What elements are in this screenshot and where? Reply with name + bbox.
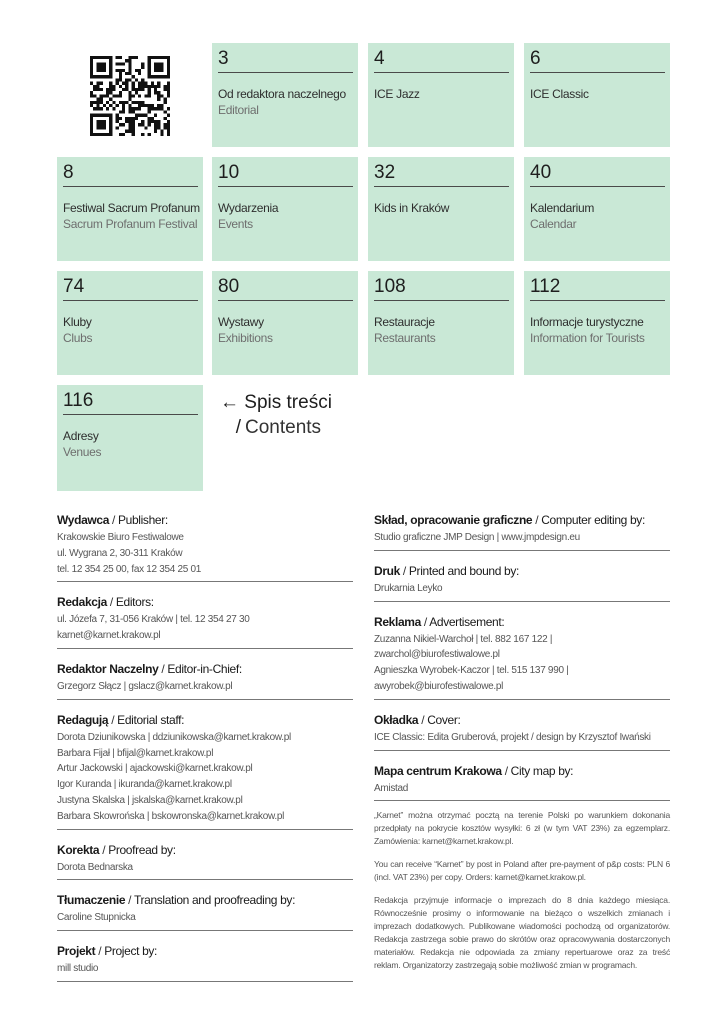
credit-role-pl: Skład, opracowanie graficzne: [374, 513, 533, 527]
credit-role-en: Translation and proofreading by:: [133, 893, 296, 908]
credit-block: [57, 657, 353, 700]
section-title-en: Exhibitions: [218, 331, 273, 345]
toc-tile[interactable]: [524, 43, 670, 147]
credit-role-en: Editorial staff:: [117, 712, 185, 727]
credit-line: ul. Wygrana 2, 30-311 Kraków: [57, 547, 183, 559]
page-number: 74: [63, 275, 198, 301]
credit-heading: Druk / Printed and bound by:: [374, 563, 519, 578]
section-title-en: Sacrum Profanum Festival: [63, 217, 198, 231]
section-title-en: Restaurants: [374, 331, 436, 345]
credit-line: Studio graficzne JMP Design | www.jmpdesign.eu: [374, 532, 580, 543]
credit-line: Grzegorz Słącz | gslacz@karnet.krakow.pl: [57, 680, 233, 692]
credit-line: Igor Kuranda | ikuranda@karnet.krakow.pl: [57, 779, 232, 791]
page-number: 6: [530, 47, 665, 73]
contents-slash: /: [235, 417, 241, 438]
credit-heading: Korekta / Proofread by:: [57, 842, 176, 857]
credit-line: Drukarnia Leyko: [374, 582, 443, 594]
section-title-pl: Festiwal Sacrum Profanum: [63, 201, 200, 215]
credit-heading: Wydawca / Publisher:: [57, 513, 168, 527]
section-title-en: Information for Tourists: [530, 331, 645, 345]
section-title-pl: Od redaktora naczelnego: [218, 87, 346, 101]
section-title-pl: Kids in Kraków: [374, 201, 450, 215]
toc-tile[interactable]: [57, 385, 203, 491]
credit-role-en: City map by:: [510, 763, 574, 778]
credit-heading: Okładka / Cover:: [374, 712, 461, 727]
credit-line: Barbara Skowrońska | bskowronska@karnet.krakow.pl: [57, 810, 285, 822]
page-number: 8: [63, 161, 198, 187]
credit-block: [374, 559, 670, 602]
page-number: 40: [530, 161, 665, 187]
masthead-left-column: [57, 508, 353, 990]
contents-title-pl: Spis treści: [244, 392, 332, 413]
credit-heading: Mapa centrum Krakowa / City map by:: [374, 763, 574, 778]
credit-role-pl: Redaktor Naczelny: [57, 661, 159, 676]
credit-role-en: Proofread by:: [108, 842, 176, 857]
credit-block: [57, 888, 353, 931]
credit-line: Barbara Fijał | bfijal@karnet.krakow.pl: [57, 747, 214, 759]
toc-tile[interactable]: [368, 271, 514, 375]
toc-tile[interactable]: [212, 271, 358, 375]
section-title-pl: Wydarzenia: [218, 201, 279, 215]
toc-tile[interactable]: [368, 43, 514, 147]
credit-role-pl: Druk: [374, 563, 400, 578]
page-number: 80: [218, 275, 353, 301]
credit-heading: Redagują / Editorial staff:: [57, 712, 185, 727]
credit-role-en: Editor-in-Chief:: [167, 661, 242, 676]
credit-line: Dorota Dziunikowska | ddziunikowska@karnet.krakow.pl: [57, 731, 291, 743]
section-title-en: Calendar: [530, 217, 577, 231]
section-title-pl: Wystawy: [218, 315, 264, 329]
credit-block: [374, 759, 670, 802]
credit-block: [374, 508, 670, 551]
credit-line: mill studio: [57, 963, 99, 975]
credit-heading: Redaktor Naczelny / Editor-in-Chief:: [57, 661, 242, 676]
note-paragraph: You can receive “Karnet” by post in Poland after pre-payment of p&p costs: PLN 6 (incl. VAT 23%) per copy. Orders: karnet@karnet.krakow.pl.: [374, 859, 670, 883]
credit-role-pl: Wydawca: [57, 513, 110, 527]
credit-role-pl: Projekt: [57, 944, 96, 959]
toc-tile[interactable]: [368, 157, 514, 261]
credit-role-en: Advertisement:: [429, 614, 505, 629]
credit-role-pl: Reklama: [374, 614, 421, 629]
page-number: 108: [374, 275, 509, 301]
credit-line: tel. 12 354 25 00, fax 12 354 25 01: [57, 563, 202, 575]
credit-block: [374, 708, 670, 751]
credit-heading: Skład, opracowanie graficzne / Computer editing by:: [374, 513, 645, 527]
section-title-en: Events: [218, 217, 253, 231]
credit-role-en: Cover:: [427, 712, 461, 727]
page-number: 4: [374, 47, 509, 73]
section-title-pl: Kluby: [63, 315, 92, 329]
section-title-pl: ICE Classic: [530, 87, 589, 101]
credit-block: [57, 708, 353, 830]
credit-block: [374, 610, 670, 700]
credit-role-pl: Korekta: [57, 842, 100, 857]
credit-role-pl: Redakcja: [57, 595, 107, 610]
section-title-en: Venues: [63, 445, 102, 459]
credit-line: Caroline Stupnicka: [57, 912, 136, 924]
page-number: 116: [63, 389, 198, 415]
credit-heading: Tłumaczenie / Translation and proofreading by:: [57, 893, 296, 908]
credit-line: Amistad: [374, 782, 409, 794]
credit-role-en: Publisher:: [117, 513, 168, 527]
section-title-pl: Kalendarium: [530, 201, 595, 215]
page-number: 3: [218, 47, 353, 73]
credit-line: ul. Józefa 7, 31-056 Kraków | tel. 12 354 27 30: [57, 614, 250, 626]
credit-block: [57, 838, 353, 881]
contents-title-en: Contents: [245, 417, 322, 438]
note-paragraph: „Karnet” można otrzymać pocztą na terenie Polski po warunkiem dokonania przedpłaty na pokrycie kosztów wysyłki: 6 zł (w tym VAT 23%) za egzemplarz. Zamówienia: karnet@karnet.krakow.pl.: [374, 810, 670, 847]
credit-heading: Reklama / Advertisement:: [374, 614, 505, 629]
credit-heading: Redakcja / Editors:: [57, 595, 154, 610]
section-title-pl: Adresy: [63, 429, 99, 443]
credit-line: Krakowskie Biuro Festiwalowe: [57, 532, 184, 543]
toc-tile[interactable]: [57, 271, 203, 375]
credit-line: Artur Jackowski | ajackowski@karnet.krakow.pl: [57, 763, 253, 775]
credit-block: [57, 508, 353, 582]
credit-line: awyrobek@biurofestiwalowe.pl: [374, 680, 504, 692]
page-number: 10: [218, 161, 353, 187]
credit-role-en: Printed and bound by:: [408, 563, 519, 578]
credit-line: Dorota Bednarska: [57, 861, 133, 873]
credit-role-en: Computer editing by:: [541, 513, 645, 527]
credit-role-pl: Okładka: [374, 712, 419, 727]
toc-tile[interactable]: [212, 157, 358, 261]
page-number: 32: [374, 161, 509, 187]
section-title-pl: Restauracje: [374, 315, 435, 329]
section-title-pl: Informacje turystyczne: [530, 315, 644, 329]
credit-role-pl: Mapa centrum Krakowa: [374, 763, 502, 778]
toc-tile[interactable]: [57, 157, 203, 261]
page-number: 112: [530, 275, 665, 301]
credit-role-en: Project by:: [104, 944, 158, 959]
toc-tile[interactable]: [524, 157, 670, 261]
masthead-right-column: [374, 508, 670, 982]
credit-block: [57, 590, 353, 649]
section-title-en: Clubs: [63, 331, 93, 345]
arrow-left-icon: ←: [220, 392, 239, 413]
section-title-pl: ICE Jazz: [374, 87, 420, 101]
credit-line: zwarchol@biurofestiwalowe.pl: [374, 649, 500, 661]
notes: [374, 809, 670, 972]
section-title-en: Editorial: [218, 103, 259, 117]
credit-role-pl: Redagują: [57, 712, 109, 727]
credit-line: Agnieszka Wyrobek-Kaczor | tel. 515 137 990 |: [374, 665, 569, 677]
credit-role-en: Editors:: [115, 595, 154, 610]
qr-code-icon: [90, 56, 170, 136]
contents-heading: [220, 390, 332, 440]
note-paragraph: Redakcja przyjmuje informacje o imprezach do 8 dnia każdego miesiąca. Równocześnie prosimy o informowanie na bieżąco o wszelkich zmianach i imprezach dodatkowych. Publikowane wiadomości pochodzą od organizatorów. Redakcja zastrzega sobie prawo do skrótów oraz opracowywania dostarczonych materiałów. Redakcja nie odpowiada za zmiany repertuarowe oraz za treść reklam. Organizatorzy zastrzegają sobie możliwość zmian w programach.: [374, 895, 670, 971]
credit-heading: Projekt / Project by:: [57, 944, 158, 959]
credit-line: Zuzanna Nikiel-Warchoł | tel. 882 167 122 |: [374, 633, 553, 645]
toc-tile[interactable]: [524, 271, 670, 375]
toc-tile[interactable]: [212, 43, 358, 147]
credit-line: ICE Classic: Edita Gruberová, projekt / design by Krzysztof Iwański: [374, 731, 651, 743]
credit-line: Justyna Skalska | jskalska@karnet.krakow.pl: [57, 794, 243, 806]
credit-role-pl: Tłumaczenie: [57, 893, 126, 908]
credit-line: karnet@karnet.krakow.pl: [57, 630, 161, 642]
credit-block: [57, 939, 353, 982]
